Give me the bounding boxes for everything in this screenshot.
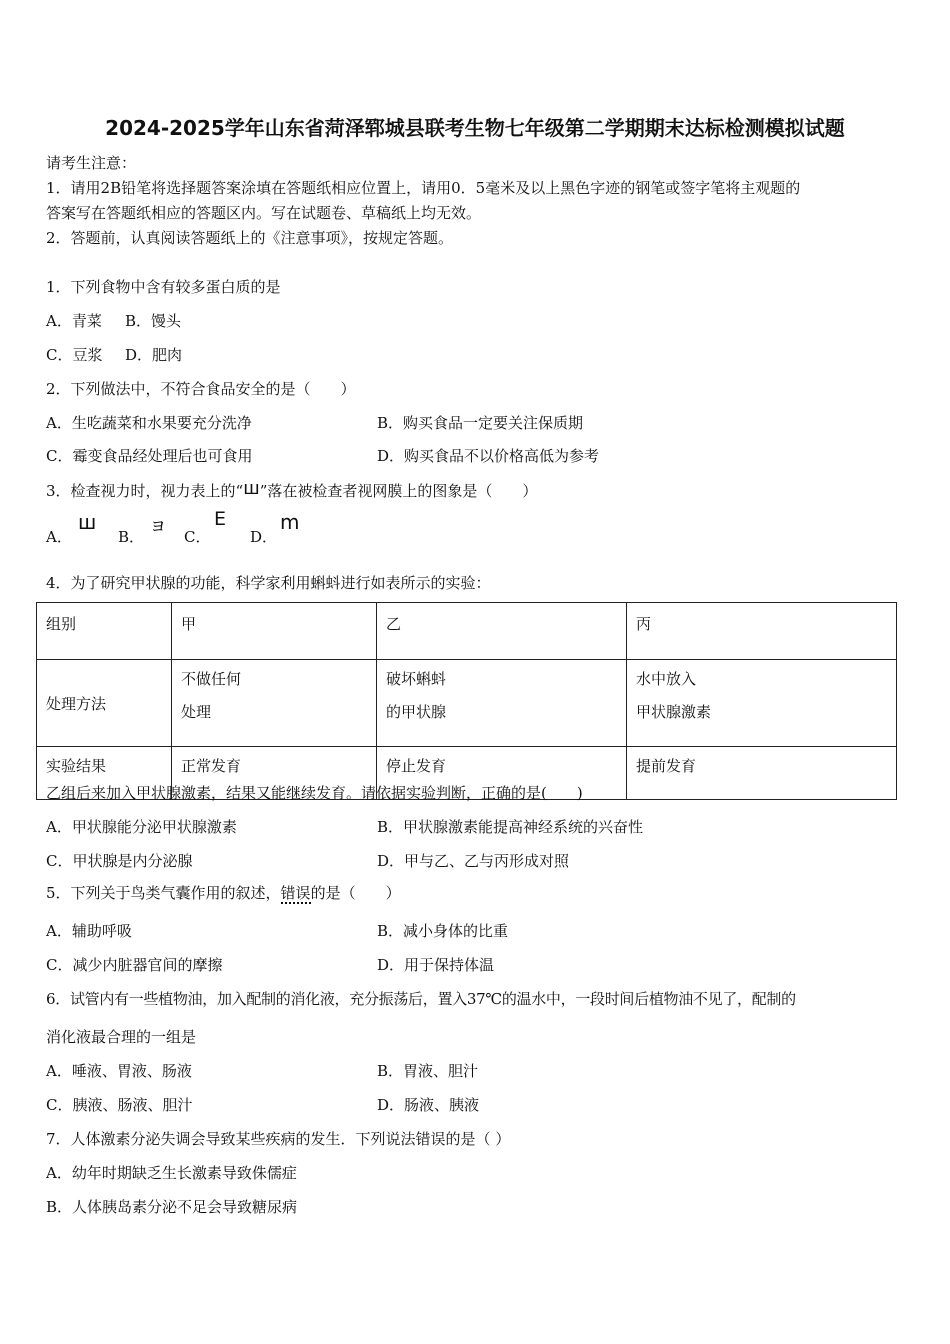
question-6-option-a: A．唾液、胃液、肠液 — [46, 1062, 192, 1080]
question-4-option-d: D．甲与乙、乙与丙形成对照 — [377, 852, 570, 870]
cell-text: 水中放入 — [636, 670, 697, 688]
option-d-glyph: m — [280, 510, 300, 534]
table-cell-result-label: 实验结果 — [37, 747, 172, 800]
notice-line-2: 2．答题前，认真阅读答题纸上的《注意事项》，按规定答题。 — [46, 229, 454, 247]
question-5-emphasis: 错误 — [280, 884, 311, 902]
eye-chart-symbol: ш — [243, 478, 260, 499]
question-3-option-c-image — [214, 508, 226, 530]
question-4-option-a: A．甲状腺能分泌甲状腺激素 — [46, 818, 237, 836]
question-2-option-d: D．购买食品不以价格高低为参考 — [377, 447, 600, 465]
question-3-option-d-label: D． — [250, 528, 278, 546]
question-2-option-a: A．生吃蔬菜和水果要充分洗净 — [46, 414, 252, 432]
question-5-option-c: C．减少内脏器官间的摩擦 — [46, 956, 223, 974]
question-5-stem — [46, 883, 401, 903]
question-5-option-a: A．辅助呼吸 — [46, 922, 132, 940]
question-7-option-a: A．幼年时期缺乏生长激素导致侏儒症 — [46, 1164, 297, 1182]
question-1-stem: 1．下列食物中含有较多蛋白质的是 — [46, 278, 281, 296]
question-3-stem-start: 3．检查视力时，视力表上的“ — [46, 482, 244, 500]
question-3-option-d-image — [280, 510, 299, 534]
experiment-table — [36, 602, 897, 800]
question-3-option-b-image — [148, 508, 168, 537]
question-4-follow: 乙组后来加入甲状腺激素，结果又能继续发育。请依据实验判断，正确的是( ) — [46, 784, 583, 802]
question-6-option-b: B．胃液、胆汁 — [377, 1062, 479, 1080]
table-cell-method-label: 处理方法 — [37, 660, 172, 747]
table-row — [37, 603, 897, 660]
option-b-glyph: ョ — [148, 512, 168, 536]
question-5-option-d: D．用于保持体温 — [377, 956, 495, 974]
table-cell-result-bing: 提前发育 — [627, 747, 897, 800]
option-a-glyph: ш — [78, 510, 97, 534]
cell-text: 不做任何 — [181, 670, 242, 688]
question-5-stem-end: 的是（ ） — [310, 884, 401, 902]
cell-text: 的甲状腺 — [386, 703, 447, 721]
question-7-option-b: B．人体胰岛素分泌不足会导致糖尿病 — [46, 1198, 298, 1216]
question-2-option-c: C．霉变食品经处理后也可食用 — [46, 447, 253, 465]
question-3-option-a-label: A． — [46, 528, 72, 546]
table-header-yi: 乙 — [377, 603, 627, 660]
question-1-option-c: C．豆浆 — [46, 346, 103, 364]
table-cell-result-jia: 正常发育 — [172, 747, 377, 800]
table-cell-method-jia — [172, 660, 377, 747]
question-6-option-d: D．肠液、胰液 — [377, 1096, 480, 1114]
table-cell-method-yi — [377, 660, 627, 747]
question-1-option-b: B．馒头 — [125, 312, 182, 330]
question-4-stem: 4．为了研究甲状腺的功能，科学家利用蝌蚪进行如表所示的实验： — [46, 574, 491, 592]
table-header-bing: 丙 — [627, 603, 897, 660]
question-7-stem: 7．人体激素分泌失调会导致某些疾病的发生．下列说法错误的是（ ） — [46, 1130, 511, 1148]
table-cell-result-yi: 停止发育 — [377, 747, 627, 800]
question-1-option-a: A．青菜 — [46, 312, 102, 330]
notice-line-1b: 答案写在答题纸相应的答题区内。写在试题卷、草稿纸上均无效。 — [46, 204, 482, 222]
question-1-option-d: D．肥肉 — [125, 346, 183, 364]
question-5-stem-start: 5．下列关于鸟类气囊作用的叙述， — [46, 884, 281, 902]
cell-text: 破坏蝌蚪 — [386, 670, 447, 688]
table-header-group: 组别 — [37, 603, 172, 660]
question-3-stem — [46, 478, 538, 501]
table-header-jia: 甲 — [172, 603, 377, 660]
question-4-option-b: B．甲状腺激素能提高神经系统的兴奋性 — [377, 818, 644, 836]
option-c-glyph: E — [214, 508, 227, 530]
notice-line-1a: 1．请用2B铅笔将选择题答案涂填在答题纸相应位置上，请用0．5毫米及以上黑色字迹的钢笔或签字笔将主观题的 — [46, 179, 801, 197]
notice-heading: 请考生注意： — [46, 154, 137, 172]
table-cell-method-bing — [627, 660, 897, 747]
question-2-option-b: B．购买食品一定要关注保质期 — [377, 414, 584, 432]
question-3-stem-end: ”落在被检查者视网膜上的图象是（ ） — [259, 482, 538, 500]
question-3-option-c-label: C． — [184, 528, 211, 546]
question-6-option-c: C．胰液、肠液、胆汁 — [46, 1096, 193, 1114]
cell-text: 处理 — [181, 703, 212, 721]
question-2-stem: 2．下列做法中，不符合食品安全的是（ ） — [46, 380, 356, 398]
question-6-stem-b: 消化液最合理的一组是 — [46, 1028, 197, 1046]
page-title: 2024-2025学年山东省菏泽郓城县联考生物七年级第二学期期末达标检测模拟试题 — [105, 116, 845, 140]
question-3-option-b-label: B． — [118, 528, 145, 546]
table-row — [37, 660, 897, 747]
question-5-option-b: B．减小身体的比重 — [377, 922, 509, 940]
question-4-option-c: C．甲状腺是内分泌腺 — [46, 852, 193, 870]
cell-text: 甲状腺激素 — [636, 703, 712, 721]
question-6-stem-a: 6．试管内有一些植物油，加入配制的消化液，充分振荡后，置入37℃的温水中，一段时间后植物油不见了，配制的 — [46, 990, 796, 1008]
question-3-option-a-image — [78, 510, 96, 534]
